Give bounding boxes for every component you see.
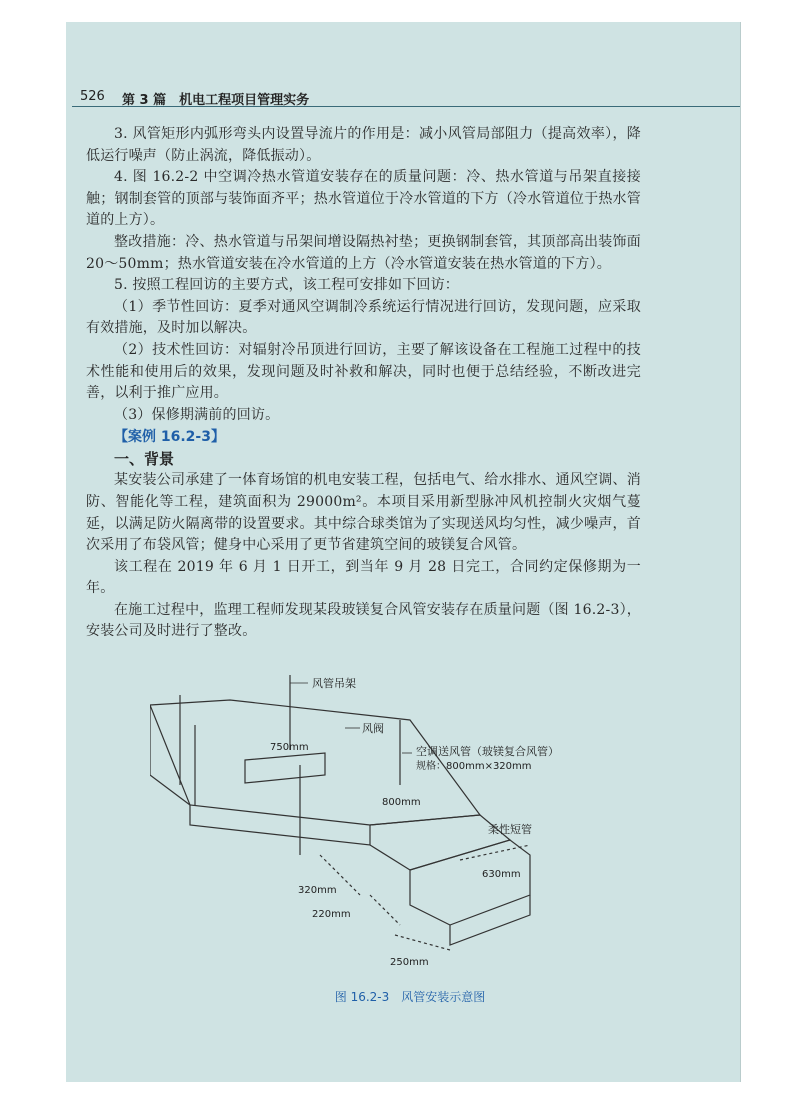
dim-line-250 bbox=[395, 935, 450, 950]
case-title: 【案例 16.2-3】 bbox=[114, 429, 225, 446]
paragraph-4: 5. 按照工程回访的主要方式，该工程可安排如下回访： bbox=[114, 277, 460, 294]
dim-630: 630mm bbox=[482, 869, 521, 880]
chapter-title: 第 3 篇 机电工程项目管理实务 bbox=[122, 93, 310, 108]
paragraph-8: 某安装公司承建了一体育场馆的机电安装工程，包括电气、给水排水、通风空调、消防、智能化等工程，建筑面积为 29000m²。本项目采用新型脉冲风机控制火灾烟气蔓延，以满足防火隔离带的设置要求。其中综合球类馆为了实现送风均匀性，减少噪声，首次采用了布袋风管；健身中心采用了更节省建筑空间的玻镁复合风管。 bbox=[86, 472, 641, 554]
header-rule bbox=[72, 106, 740, 107]
label-hanger: 风管吊架 bbox=[312, 677, 356, 690]
damper bbox=[245, 753, 325, 783]
label-damper: 风阀 bbox=[362, 722, 384, 735]
duct-diagram bbox=[150, 665, 610, 985]
dim-250: 250mm bbox=[390, 957, 429, 968]
duct-installation-figure bbox=[150, 665, 610, 985]
dim-220: 220mm bbox=[312, 909, 351, 920]
dim-750: 750mm bbox=[270, 742, 309, 753]
paragraph-1: 3. 风管矩形内弧形弯头内设置导流片的作用是：减小风管局部阻力（提高效率），降低运行噪声（防止涡流，降低振动）。 bbox=[86, 126, 641, 164]
paragraph-10: 在施工过程中，监理工程师发现某段玻镁复合风管安装存在质量问题（图 16.2-3），安装公司及时进行了整改。 bbox=[86, 601, 641, 640]
dim-800: 800mm bbox=[382, 797, 421, 808]
label-duct: 空调送风管（玻镁复合风管） bbox=[416, 745, 559, 758]
figure-caption: 图 16.2-3 风管安装示意图 bbox=[334, 990, 486, 1004]
label-flex: 柔性短管 bbox=[488, 823, 532, 836]
paragraph-3: 整改措施：冷、热水管道与吊架间增设隔热衬垫；更换钢制套管，其顶部高出装饰面 20～50mm；热水管道安装在冷水管道的上方（冷水管道安装在热水管道的下方）。 bbox=[86, 233, 641, 272]
section-title: 一、背景 bbox=[114, 450, 175, 469]
label-spec: 规格：800mm×320mm bbox=[416, 761, 532, 772]
paragraph-9: 该工程在 2019 年 6 月 1 日开工，到当年 9 月 28 日完工，合同约定保修期为一年。 bbox=[86, 558, 641, 597]
dim-320: 320mm bbox=[298, 885, 337, 896]
dim-line-220 bbox=[370, 895, 400, 925]
main-text bbox=[86, 124, 641, 643]
paragraph-5: （1）季节性回访：夏季对通风空调制冷系统运行情况进行回访，发现问题，应采取有效措施，及时加以解决。 bbox=[86, 298, 641, 337]
page-number: 526 bbox=[80, 89, 105, 104]
flexible-section bbox=[410, 840, 530, 925]
duct-bottom bbox=[190, 805, 370, 845]
paragraph-6: （2）技术性回访：对辐射冷吊顶进行回访，主要了解该设备在工程施工过程中的技术性能和使用后的效果，发现问题及时补救和解决，同时也便于总结经验，不断改进完善，以利于推广应用。 bbox=[86, 341, 641, 402]
paragraph-7: （3）保修期满前的回访。 bbox=[114, 406, 280, 423]
dim-line-630 bbox=[460, 845, 530, 860]
paragraph-2: 4. 图 16.2-2 中空调冷热水管道安装存在的质量问题：冷、热水管道与吊架直接接触；钢制套管的顶部与装饰面齐平；热水管道位于冷水管道的下方（冷水管道位于热水管道的上方）。 bbox=[86, 169, 641, 229]
